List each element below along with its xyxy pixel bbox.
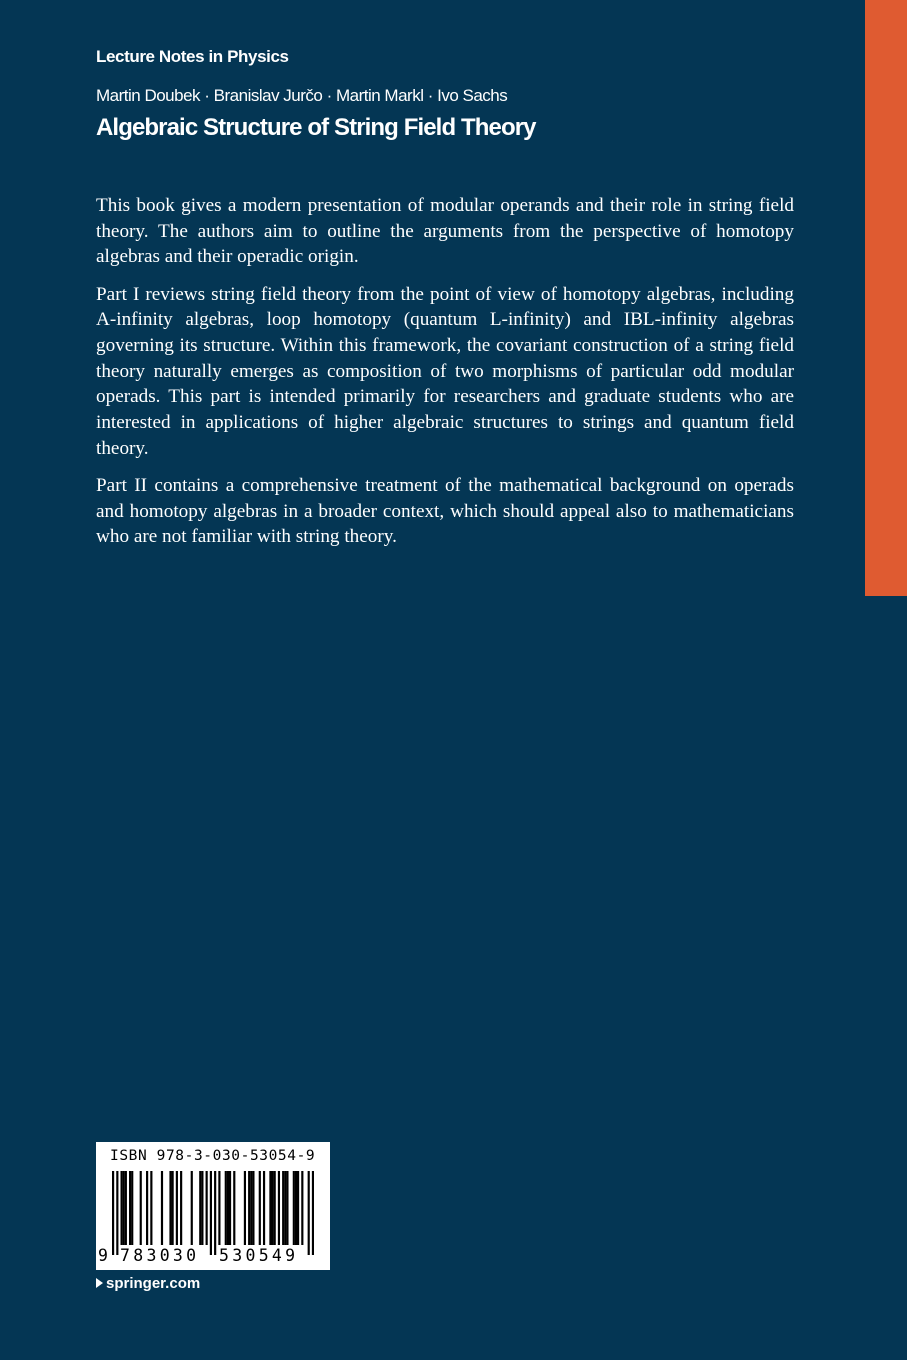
barcode-bar bbox=[233, 1171, 235, 1245]
website-text: springer.com bbox=[106, 1275, 201, 1292]
barcode-bar bbox=[263, 1171, 265, 1245]
barcode-guard-bar bbox=[308, 1171, 310, 1255]
barcode-bar bbox=[244, 1171, 246, 1245]
barcode-bar bbox=[140, 1171, 142, 1245]
barcode-bar bbox=[206, 1171, 208, 1245]
barcode-bar bbox=[293, 1171, 295, 1245]
barcode-bar bbox=[218, 1171, 220, 1245]
barcode-bar bbox=[169, 1171, 171, 1245]
book-title: Algebraic Structure of String Field Theory bbox=[96, 114, 536, 141]
barcode-bar bbox=[248, 1171, 250, 1245]
barcode-bar bbox=[250, 1171, 252, 1245]
barcode-bar bbox=[252, 1171, 254, 1245]
barcode-bar bbox=[131, 1171, 133, 1245]
barcode-bars bbox=[112, 1171, 314, 1255]
blurb bbox=[96, 193, 794, 562]
barcode-bar bbox=[172, 1171, 174, 1245]
blurb-paragraph-2: Part I reviews string field theory from the point of view of homotopy algebras, including A-infinity algebras, loop homotopy (quantum L-infinity) and IBL-infinity algebras governing its structure. Within this framework, the covariant construction of a string field theory naturally emerges as composition of two morphisms of particular odd modular operads. This part is intended primarily for researchers and graduate students who are interested in applications of higher algebraic structures to strings and quantum field theory. bbox=[96, 283, 794, 459]
barcode-bar bbox=[269, 1171, 271, 1245]
barcode-bar bbox=[201, 1171, 203, 1245]
barcode-bar bbox=[278, 1171, 280, 1245]
barcode-bar bbox=[199, 1171, 201, 1245]
barcode-bar bbox=[225, 1171, 227, 1245]
barcode-guard-bar bbox=[112, 1171, 114, 1255]
barcode-left-group: 783030 bbox=[120, 1246, 200, 1265]
barcode-bar bbox=[227, 1171, 229, 1245]
barcode-bar bbox=[295, 1171, 297, 1245]
barcode-guard-bar bbox=[116, 1171, 118, 1255]
barcode-bar bbox=[161, 1171, 163, 1245]
barcode-bar bbox=[274, 1171, 276, 1245]
barcode-box bbox=[96, 1142, 330, 1270]
barcode-bar bbox=[180, 1171, 182, 1245]
barcode-guard-bar bbox=[210, 1171, 212, 1255]
barcode-bar bbox=[146, 1171, 148, 1245]
barcode-first-digit: 9 bbox=[98, 1246, 108, 1265]
isbn-text: ISBN 978-3-030-53054-9 bbox=[110, 1148, 316, 1164]
barcode-bar bbox=[150, 1171, 152, 1245]
barcode-bar bbox=[297, 1171, 299, 1245]
blurb-paragraph-3: Part II contains a comprehensive treatment of the mathematical background on operads and homotopy algebras in a broader context, which should appeal also to mathematicians who are not familiar with string theory. bbox=[96, 475, 794, 548]
barcode-bar bbox=[229, 1171, 231, 1245]
authors: Martin Doubek · Branislav Jurčo · Martin Markl · Ivo Sachs bbox=[96, 86, 508, 105]
barcode-bar bbox=[191, 1171, 193, 1245]
barcode-bar bbox=[125, 1171, 127, 1245]
barcode-bar bbox=[286, 1171, 288, 1245]
barcode-guard-bar bbox=[214, 1171, 216, 1255]
barcode-bar bbox=[123, 1171, 125, 1245]
accent-strip bbox=[865, 0, 907, 596]
barcode-bar bbox=[121, 1171, 123, 1245]
blurb-paragraph-1: This book gives a modern presentation of modular operands and their role in string field theory. The authors aim to outline the arguments from the perspective of homotopy algebras and their operadic origin. bbox=[96, 195, 794, 268]
triangle-arrow-icon bbox=[96, 1278, 103, 1288]
barcode-bar bbox=[259, 1171, 261, 1245]
barcode-right-group: 530549 bbox=[219, 1246, 299, 1265]
website-link[interactable] bbox=[96, 1275, 200, 1292]
barcode-bar bbox=[176, 1171, 178, 1245]
barcode-bar bbox=[282, 1171, 284, 1245]
barcode-bar bbox=[129, 1171, 131, 1245]
barcode-bar bbox=[284, 1171, 286, 1245]
barcode-guard-bar bbox=[312, 1171, 314, 1255]
series-title: Lecture Notes in Physics bbox=[96, 47, 289, 66]
barcode-bar bbox=[301, 1171, 303, 1245]
barcode-bar bbox=[271, 1171, 273, 1245]
